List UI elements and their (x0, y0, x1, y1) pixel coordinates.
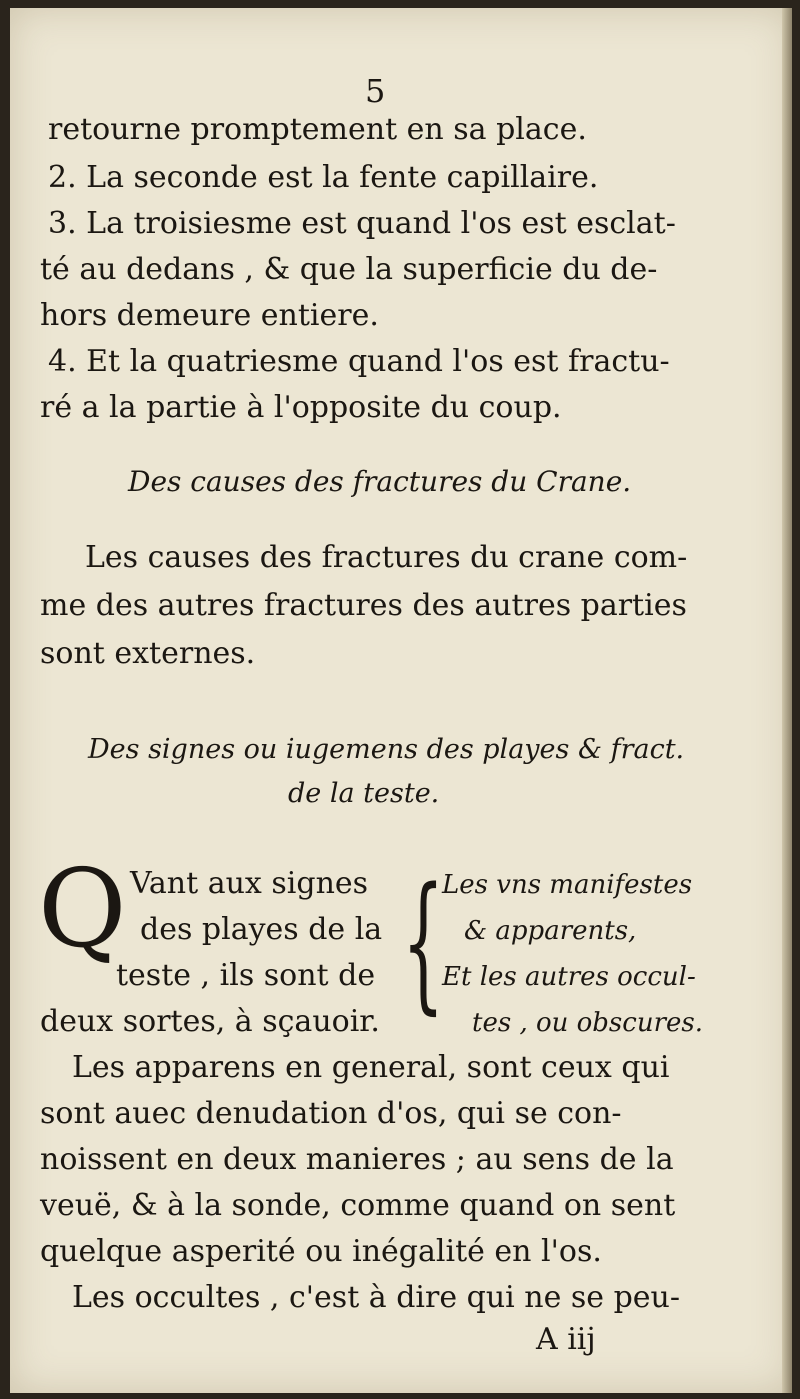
drop-cap: Q (38, 847, 127, 972)
text-line: retourne promptement en sa place. (48, 112, 587, 147)
text-line: teste , ils sont de (116, 958, 376, 993)
text-line: veuë, & à la sonde, comme quand on sent (40, 1188, 676, 1223)
text-line: té au dedans , & que la superficie du de- (40, 252, 658, 287)
text-line: Les causes des fractures du crane com- (85, 540, 688, 575)
text-line: me des autres fractures des autres parties (40, 588, 687, 623)
text-line: 2. La seconde est la fente capillaire. (48, 160, 599, 195)
text-line: quelque asperité ou inégalité en l'os. (40, 1234, 602, 1269)
text-line: & apparents, (464, 916, 637, 946)
page-number: 5 (365, 72, 386, 110)
text-line: deux sortes, à sçauoir. (40, 1004, 380, 1039)
text-line: noissent en deux manieres ; au sens de la (40, 1142, 674, 1177)
section-heading: Des causes des fractures du Crane. (128, 465, 632, 498)
text-line: Les occultes , c'est à dire qui ne se peu- (72, 1280, 681, 1315)
text-line: Les apparens en general, sont ceux qui (72, 1050, 670, 1085)
text-line: sont auec denudation d'os, qui se con- (40, 1096, 622, 1131)
book-page (10, 8, 792, 1393)
text-line: tes , ou obscures. (472, 1008, 704, 1038)
section-heading: Des signes ou iugemens des playes & fract. (88, 734, 685, 765)
signature-mark: A iij (536, 1322, 596, 1357)
text-line: 3. La troisiesme est quand l'os est esclat- (48, 206, 676, 241)
text-line: sont externes. (40, 636, 256, 671)
text-line: Et les autres occul- (442, 962, 696, 992)
text-line: 4. Et la quatriesme quand l'os est fractu- (48, 344, 670, 379)
text-line: des playes de la (140, 912, 383, 947)
section-heading-line2: de la teste. (288, 778, 440, 809)
text-line: Vant aux signes (130, 866, 369, 901)
text-line: ré a la partie à l'opposite du coup. (40, 390, 562, 425)
text-line: Les vns manifestes (442, 870, 693, 900)
text-line: hors demeure entiere. (40, 298, 379, 333)
brace-glyph: { (402, 856, 445, 1028)
page-edge (782, 8, 792, 1393)
